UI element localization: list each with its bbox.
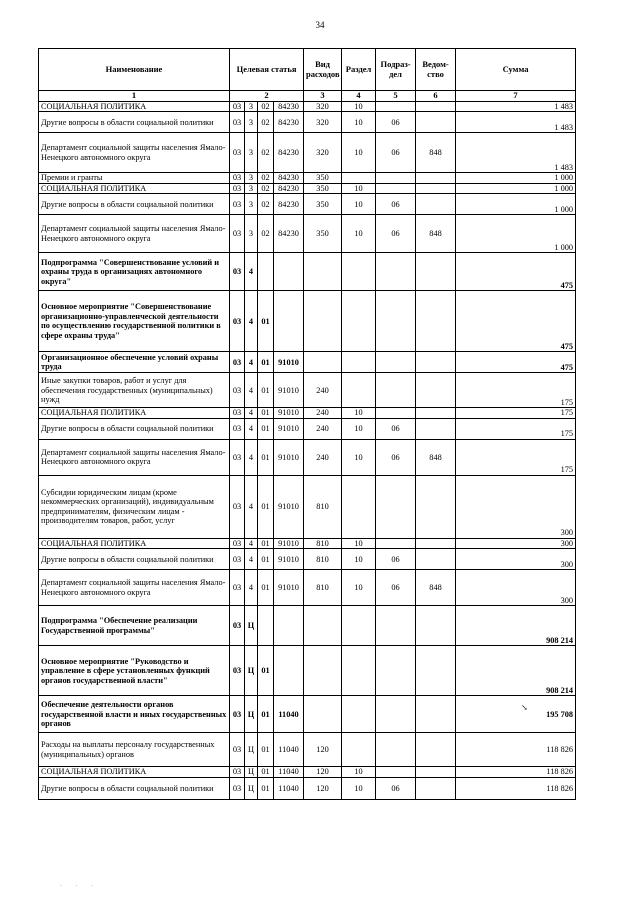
cs-program: 03 (230, 475, 245, 538)
cs-direction: 91010 (274, 439, 304, 475)
section: 10 (342, 112, 376, 133)
row-name: СОЦИАЛЬНАЯ ПОЛИТИКА (39, 408, 230, 419)
row-name: Расходы на выплаты персоналу государственных (муниципальных) органов (39, 733, 230, 767)
column-number: 3 (304, 91, 342, 102)
cs-direction: 91010 (274, 373, 304, 408)
table-row (39, 373, 576, 408)
cs-program: 03 (230, 373, 245, 408)
subsection (376, 767, 416, 778)
subsection (376, 475, 416, 538)
department (416, 777, 456, 799)
department (416, 173, 456, 184)
amount: 475 (456, 253, 576, 291)
cs-direction: 91010 (274, 408, 304, 419)
cs-program: 03 (230, 646, 245, 696)
cs-subprogram: 4 (245, 538, 258, 549)
cs-subprogram: Ц (245, 777, 258, 799)
table-row (39, 439, 576, 475)
row-name: Подпрограмма "Обеспечение реализации Государственной программы" (39, 606, 230, 646)
cs-direction: 91010 (274, 549, 304, 570)
table-row (39, 538, 576, 549)
expense-type (304, 696, 342, 733)
section: 10 (342, 767, 376, 778)
subsection (376, 101, 416, 112)
cs-event: 02 (258, 194, 274, 215)
subsection (376, 291, 416, 352)
department (416, 352, 456, 373)
header-podrazdel: Подраз-дел (376, 49, 416, 91)
cs-subprogram: Ц (245, 733, 258, 767)
cs-subprogram: 4 (245, 439, 258, 475)
subsection: 06 (376, 570, 416, 606)
section: 10 (342, 101, 376, 112)
table-row (39, 133, 576, 173)
cs-subprogram: Ц (245, 606, 258, 646)
cs-event: 01 (258, 570, 274, 606)
subsection (376, 733, 416, 767)
cs-subprogram: 3 (245, 194, 258, 215)
department (416, 549, 456, 570)
cs-event: 01 (258, 408, 274, 419)
amount: 1 483 (456, 101, 576, 112)
section (342, 352, 376, 373)
department (416, 373, 456, 408)
amount: 908 214 (456, 606, 576, 646)
row-name: СОЦИАЛЬНАЯ ПОЛИТИКА (39, 538, 230, 549)
subsection (376, 173, 416, 184)
cs-direction: 91010 (274, 475, 304, 538)
section: 10 (342, 439, 376, 475)
cs-program: 03 (230, 112, 245, 133)
column-number: 1 (39, 91, 230, 102)
amount: 1 000 (456, 173, 576, 184)
header-vedomstvo: Ведом-ство (416, 49, 456, 91)
cs-event: 01 (258, 767, 274, 778)
subsection: 06 (376, 112, 416, 133)
cs-event: 01 (258, 475, 274, 538)
table-row (39, 408, 576, 419)
table-row (39, 646, 576, 696)
column-number: 4 (342, 91, 376, 102)
cs-subprogram: Ц (245, 767, 258, 778)
expense-type: 350 (304, 194, 342, 215)
cs-event: 02 (258, 101, 274, 112)
column-number-row (39, 91, 576, 102)
cs-program: 03 (230, 215, 245, 253)
amount: 175 (456, 418, 576, 439)
table-row (39, 194, 576, 215)
subsection (376, 646, 416, 696)
header-name: Наименование (39, 49, 230, 91)
expense-type (304, 253, 342, 291)
row-name: Организационное обеспечение условий охраны труда (39, 352, 230, 373)
expense-type: 350 (304, 215, 342, 253)
section: 10 (342, 133, 376, 173)
cs-subprogram: 3 (245, 101, 258, 112)
table-row (39, 475, 576, 538)
expense-type (304, 606, 342, 646)
cs-program: 03 (230, 733, 245, 767)
amount: 118 826 (456, 733, 576, 767)
expense-type: 810 (304, 549, 342, 570)
expense-type: 810 (304, 475, 342, 538)
amount: 175 (456, 373, 576, 408)
cs-direction: 91010 (274, 418, 304, 439)
expense-type: 320 (304, 101, 342, 112)
cs-direction: 91010 (274, 352, 304, 373)
section: 10 (342, 183, 376, 194)
department (416, 696, 456, 733)
row-name: Департамент социальной защиты населения Ямало-Ненецкого автономного округа (39, 215, 230, 253)
header-razdel: Раздел (342, 49, 376, 91)
department (416, 646, 456, 696)
cs-program: 03 (230, 253, 245, 291)
scan-artifact: . . . (60, 880, 99, 888)
cs-program: 03 (230, 538, 245, 549)
row-name: СОЦИАЛЬНАЯ ПОЛИТИКА (39, 767, 230, 778)
amount: 1 483 (456, 133, 576, 173)
cs-subprogram: Ц (245, 696, 258, 733)
subsection: 06 (376, 215, 416, 253)
cs-direction: 11040 (274, 767, 304, 778)
department (416, 112, 456, 133)
table-row (39, 696, 576, 733)
cs-subprogram: 4 (245, 373, 258, 408)
row-name: Другие вопросы в области социальной политики (39, 549, 230, 570)
subsection (376, 538, 416, 549)
subsection: 06 (376, 194, 416, 215)
section (342, 291, 376, 352)
department (416, 767, 456, 778)
cs-event: 01 (258, 291, 274, 352)
department: 848 (416, 439, 456, 475)
row-name: Другие вопросы в области социальной политики (39, 194, 230, 215)
department: 848 (416, 570, 456, 606)
cs-direction: 84230 (274, 112, 304, 133)
row-name: Основное мероприятие "Совершенствование организационно-управленческой деятельности по осуществлению государственной политики в сфере охраны труда" (39, 291, 230, 352)
row-name: Субсидии юридическим лицам (кроме некоммерческих организаций), индивидуальным предпринимателям, физическим лицам - производителям товаров, работ, услуг (39, 475, 230, 538)
amount: 118 826 (456, 777, 576, 799)
section (342, 475, 376, 538)
expense-type: 320 (304, 112, 342, 133)
cs-program: 03 (230, 549, 245, 570)
expense-type: 120 (304, 767, 342, 778)
department (416, 194, 456, 215)
table-row (39, 352, 576, 373)
column-number: 6 (416, 91, 456, 102)
amount: 1 000 (456, 183, 576, 194)
section: 10 (342, 194, 376, 215)
amount: 1 000 (456, 215, 576, 253)
department (416, 408, 456, 419)
cs-program: 03 (230, 606, 245, 646)
cs-program: 03 (230, 418, 245, 439)
department (416, 253, 456, 291)
amount: 300 (456, 538, 576, 549)
cs-event: 01 (258, 418, 274, 439)
row-name: Департамент социальной защиты населения Ямало-Ненецкого автономного округа (39, 570, 230, 606)
amount: 300 (456, 549, 576, 570)
expense-type: 810 (304, 538, 342, 549)
cs-program: 03 (230, 194, 245, 215)
section: 10 (342, 408, 376, 419)
row-name: Другие вопросы в области социальной политики (39, 112, 230, 133)
expense-type: 240 (304, 373, 342, 408)
section (342, 606, 376, 646)
column-number: 5 (376, 91, 416, 102)
section: 10 (342, 538, 376, 549)
cs-subprogram: 3 (245, 183, 258, 194)
table-row (39, 112, 576, 133)
section (342, 696, 376, 733)
cs-program: 03 (230, 173, 245, 184)
expense-type: 350 (304, 183, 342, 194)
section (342, 646, 376, 696)
department: 848 (416, 133, 456, 173)
cs-subprogram: 3 (245, 173, 258, 184)
amount: 195 708 (456, 696, 576, 733)
amount: 1 483 (456, 112, 576, 133)
cs-program: 03 (230, 767, 245, 778)
department (416, 101, 456, 112)
cs-subprogram: 4 (245, 408, 258, 419)
cs-subprogram: 4 (245, 549, 258, 570)
cs-subprogram: 4 (245, 291, 258, 352)
cs-subprogram: 4 (245, 418, 258, 439)
row-name: СОЦИАЛЬНАЯ ПОЛИТИКА (39, 183, 230, 194)
cs-direction: 84230 (274, 215, 304, 253)
handwritten-tick-mark: ↘ (521, 703, 528, 712)
table-row (39, 570, 576, 606)
cs-direction (274, 291, 304, 352)
expense-type: 320 (304, 133, 342, 173)
cs-direction: 91010 (274, 538, 304, 549)
cs-event: 01 (258, 646, 274, 696)
table-row (39, 101, 576, 112)
amount: 908 214 (456, 646, 576, 696)
cs-event: 01 (258, 549, 274, 570)
table-row (39, 215, 576, 253)
cs-subprogram: 3 (245, 215, 258, 253)
cs-subprogram: 4 (245, 352, 258, 373)
table-row (39, 767, 576, 778)
cs-event (258, 253, 274, 291)
subsection: 06 (376, 133, 416, 173)
cs-direction: 11040 (274, 696, 304, 733)
cs-event: 01 (258, 733, 274, 767)
table-row (39, 183, 576, 194)
amount: 300 (456, 570, 576, 606)
cs-subprogram: 4 (245, 475, 258, 538)
cs-program: 03 (230, 408, 245, 419)
subsection: 06 (376, 418, 416, 439)
section (342, 253, 376, 291)
subsection (376, 373, 416, 408)
section (342, 733, 376, 767)
table-row (39, 418, 576, 439)
cs-subprogram: 4 (245, 570, 258, 606)
header-summa: Сумма (456, 49, 576, 91)
department: 848 (416, 215, 456, 253)
cs-event: 02 (258, 173, 274, 184)
row-name: Премии и гранты (39, 173, 230, 184)
row-name: Основное мероприятие "Руководство и управление в сфере установленных функций органов государственной власти" (39, 646, 230, 696)
subsection (376, 408, 416, 419)
cs-event: 02 (258, 183, 274, 194)
expense-type: 810 (304, 570, 342, 606)
expense-type (304, 646, 342, 696)
cs-direction: 84230 (274, 194, 304, 215)
cs-direction: 11040 (274, 733, 304, 767)
amount: 175 (456, 408, 576, 419)
column-number: 7 (456, 91, 576, 102)
section (342, 373, 376, 408)
cs-program: 03 (230, 183, 245, 194)
cs-event: 01 (258, 352, 274, 373)
cs-subprogram: Ц (245, 646, 258, 696)
table-row (39, 173, 576, 184)
table-row (39, 291, 576, 352)
amount: 1 000 (456, 194, 576, 215)
cs-program: 03 (230, 133, 245, 173)
subsection (376, 606, 416, 646)
section: 10 (342, 549, 376, 570)
expense-type (304, 352, 342, 373)
cs-subprogram: 4 (245, 253, 258, 291)
row-name: Другие вопросы в области социальной политики (39, 777, 230, 799)
amount: 175 (456, 439, 576, 475)
cs-event: 01 (258, 777, 274, 799)
cs-direction: 11040 (274, 777, 304, 799)
department (416, 538, 456, 549)
subsection: 06 (376, 777, 416, 799)
subsection (376, 253, 416, 291)
department (416, 418, 456, 439)
cs-event: 01 (258, 696, 274, 733)
expense-type: 120 (304, 733, 342, 767)
row-name: СОЦИАЛЬНАЯ ПОЛИТИКА (39, 101, 230, 112)
row-name: Обеспечение деятельности органов государственной власти и иных государственных органов (39, 696, 230, 733)
cs-direction: 91010 (274, 570, 304, 606)
section: 10 (342, 418, 376, 439)
header-target: Целевая статья (230, 49, 304, 91)
table-row (39, 606, 576, 646)
expense-type: 240 (304, 408, 342, 419)
cs-direction (274, 606, 304, 646)
cs-direction: 84230 (274, 133, 304, 173)
department (416, 733, 456, 767)
cs-direction (274, 253, 304, 291)
section (342, 173, 376, 184)
column-number: 2 (230, 91, 304, 102)
amount: 475 (456, 291, 576, 352)
subsection: 06 (376, 439, 416, 475)
header-vid: Вид расходов (304, 49, 342, 91)
amount: 300 (456, 475, 576, 538)
subsection (376, 183, 416, 194)
cs-event: 02 (258, 215, 274, 253)
cs-program: 03 (230, 439, 245, 475)
section: 10 (342, 777, 376, 799)
cs-program: 03 (230, 101, 245, 112)
row-name: Другие вопросы в области социальной политики (39, 418, 230, 439)
cs-subprogram: 3 (245, 112, 258, 133)
cs-event: 02 (258, 133, 274, 173)
cs-event (258, 606, 274, 646)
subsection (376, 696, 416, 733)
cs-direction: 84230 (274, 183, 304, 194)
section: 10 (342, 215, 376, 253)
subsection: 06 (376, 549, 416, 570)
table-row (39, 777, 576, 799)
cs-program: 03 (230, 777, 245, 799)
cs-direction: 84230 (274, 101, 304, 112)
cs-direction (274, 646, 304, 696)
table-row (39, 549, 576, 570)
expense-type: 120 (304, 777, 342, 799)
department (416, 291, 456, 352)
table-row (39, 253, 576, 291)
row-name: Подпрограмма "Совершенствование условий и охраны труда в организациях автономного округа" (39, 253, 230, 291)
department (416, 606, 456, 646)
department (416, 475, 456, 538)
expense-type: 350 (304, 173, 342, 184)
amount: 475 (456, 352, 576, 373)
table-row (39, 733, 576, 767)
expense-type (304, 291, 342, 352)
budget-table (38, 48, 576, 800)
cs-event: 01 (258, 538, 274, 549)
subsection (376, 352, 416, 373)
section: 10 (342, 570, 376, 606)
cs-subprogram: 3 (245, 133, 258, 173)
cs-event: 01 (258, 373, 274, 408)
cs-direction: 84230 (274, 173, 304, 184)
row-name: Департамент социальной защиты населения Ямало-Ненецкого автономного округа (39, 133, 230, 173)
table-body (39, 101, 576, 799)
expense-type: 240 (304, 439, 342, 475)
cs-program: 03 (230, 352, 245, 373)
cs-program: 03 (230, 570, 245, 606)
header-row (39, 49, 576, 91)
cs-event: 02 (258, 112, 274, 133)
department (416, 183, 456, 194)
expense-type: 240 (304, 418, 342, 439)
amount: 118 826 (456, 767, 576, 778)
cs-program: 03 (230, 291, 245, 352)
cs-program: 03 (230, 696, 245, 733)
row-name: Иные закупки товаров, работ и услуг для обеспечения государственных (муниципальных) нужд (39, 373, 230, 408)
row-name: Департамент социальной защиты населения Ямало-Ненецкого автономного округа (39, 439, 230, 475)
page-number: 34 (315, 20, 325, 30)
cs-event: 01 (258, 439, 274, 475)
